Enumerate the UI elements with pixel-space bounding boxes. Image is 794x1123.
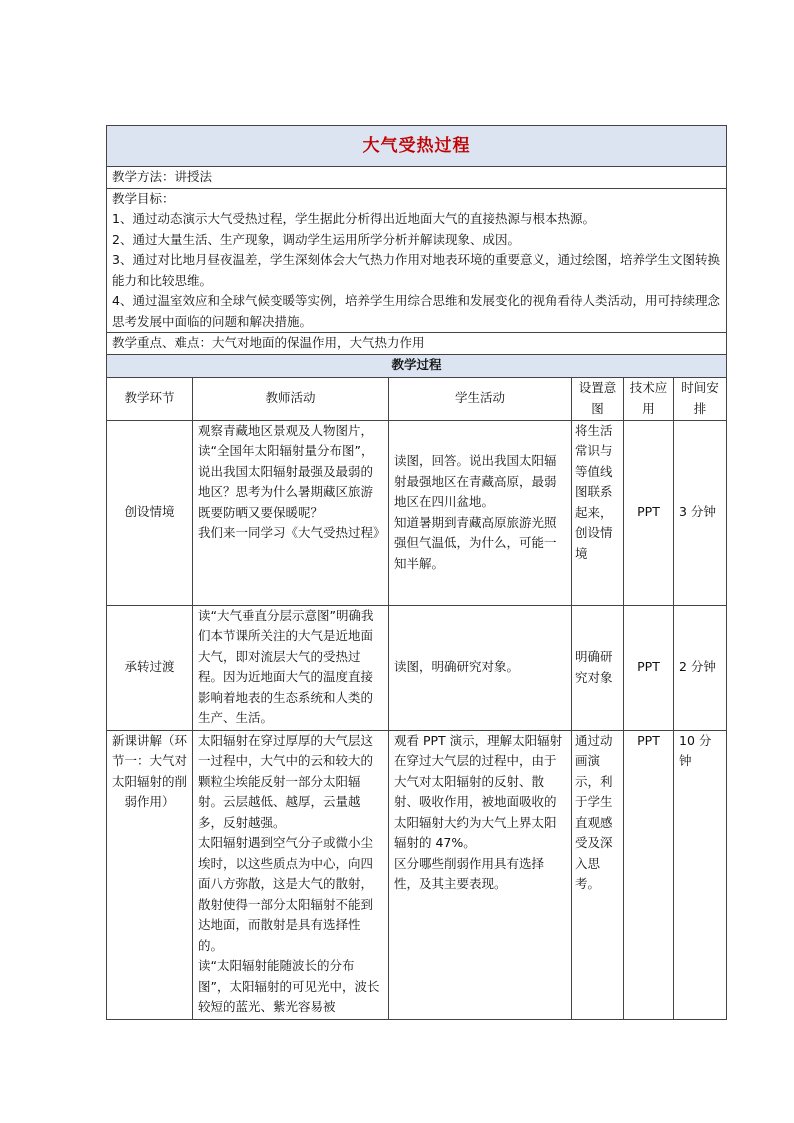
teaching-method: 教学方法：讲授法 [107,167,727,189]
key-points: 教学重点、难点：大气对地面的保温作用，大气热力作用 [107,333,727,355]
student-cell [389,730,572,1019]
student-cell [389,605,572,730]
header-tech: 技术应用 [624,377,674,420]
process-title: 教学过程 [107,354,727,377]
header-student: 学生活动 [389,377,572,420]
student-text: 读图，明确研究对象。 [394,659,520,675]
document-title: 大气受热过程 [107,126,727,167]
header-time: 时间安排 [674,377,727,420]
teacher-cell [193,420,389,605]
student-text: 读图，回答。说出我国太阳辐射最强地区在青藏高原，最弱地区在四川盆地。 [394,453,557,509]
stage-cell: 承转过渡 [107,605,193,730]
header-intent: 设置意图 [572,377,624,420]
goal-item: 2、通过大量生活、生产现象，调动学生运用所学分析并解读现象、成因。 [112,231,520,247]
table-row [107,420,727,605]
stage-cell: 创设情境 [107,420,193,605]
teacher-text: 太阳辐射遇到空气分子或微小尘埃时，以这些质点为中心，向四面八方弥散，这是大气的散射，散射使得一部分太阳辐射不能到达地面，而散射是具有选择性的。 [198,835,374,953]
goal-item: 4、通过温室效应和全球气候变暖等实例，培养学生用综合思维和发展变化的视角看待人类活动，用可持续理念思考发展中面临的问题和解决措施。 [112,293,720,329]
intent-cell: 通过动画演示，利于学生直观感受及深入思考。 [572,730,624,1019]
teacher-text: 太阳辐射在穿过厚厚的大气层这一过程中，大气中的云和较大的颗粒尘埃能反射一部分太阳辐射。云层越低、越厚，云量越多，反射越强。 [198,732,374,830]
goals-heading: 教学目标： [112,190,175,206]
student-cell [389,420,572,605]
table-row [107,730,727,1019]
intent-cell: 将生活常识与等值线图联系起来，创设情境 [572,420,624,605]
teacher-text: 读“大气垂直分层示意图”明确我们本节课所关注的大气是近地面大气，即对流层大气的受热过程。因为近地面大气的温度直接影响着地表的生态系统和人类的生产、生活。 [198,607,374,725]
stage-cell: 新课讲解（环节一：大气对太阳辐射的削弱作用） [107,730,193,1019]
teacher-text: 观察青藏地区景观及人物图片，读“全国年太阳辐射量分布图”，说出我国太阳辐射最强及最弱的地区？思考为什么暑期藏区旅游既要防晒又要保暖呢？ [198,422,374,520]
teacher-cell [193,730,389,1019]
teacher-text: 读“太阳辐射能随波长的分布图”，太阳辐射的可见光中，波长较短的蓝光、紫光容易被 [198,958,380,1014]
time-cell: 3 分钟 [674,420,727,605]
time-cell: 2 分钟 [674,605,727,730]
goal-item: 3、通过对比地月昼夜温差，学生深刻体会大气热力作用对地表环境的重要意义，通过绘图，培养学生文图转换能力和比较思维。 [112,252,720,288]
time-cell: 10 分钟 [674,730,727,1019]
tech-cell: PPT [624,730,674,1019]
intent-cell: 明确研究对象 [572,605,624,730]
student-text: 观看 PPT 演示，理解太阳辐射在穿过大气层的过程中，由于大气对太阳辐射的反射、散射、吸收作用，被地面吸收的太阳辐射大约为大气上界太阳辐射的 47%。 [394,732,563,850]
header-teacher: 教师活动 [193,377,389,420]
student-text: 区分哪些削弱作用具有选择性，及其主要表现。 [394,855,545,891]
teacher-text: 我们来一同学习《大气受热过程》 [198,525,386,540]
table-header-row [107,377,727,420]
tech-cell: PPT [624,605,674,730]
header-stage: 教学环节 [107,377,193,420]
lesson-plan-table [106,125,727,1020]
goal-item: 1、通过动态演示大气受热过程，学生据此分析得出近地面大气的直接热源与根本热源。 [112,211,595,226]
teaching-goals [107,188,727,333]
table-row [107,605,727,730]
teacher-cell [193,605,389,730]
student-text: 知道暑期到青藏高原旅游光照强但气温低，为什么，可能一知半解。 [394,514,557,571]
tech-cell: PPT [624,420,674,605]
